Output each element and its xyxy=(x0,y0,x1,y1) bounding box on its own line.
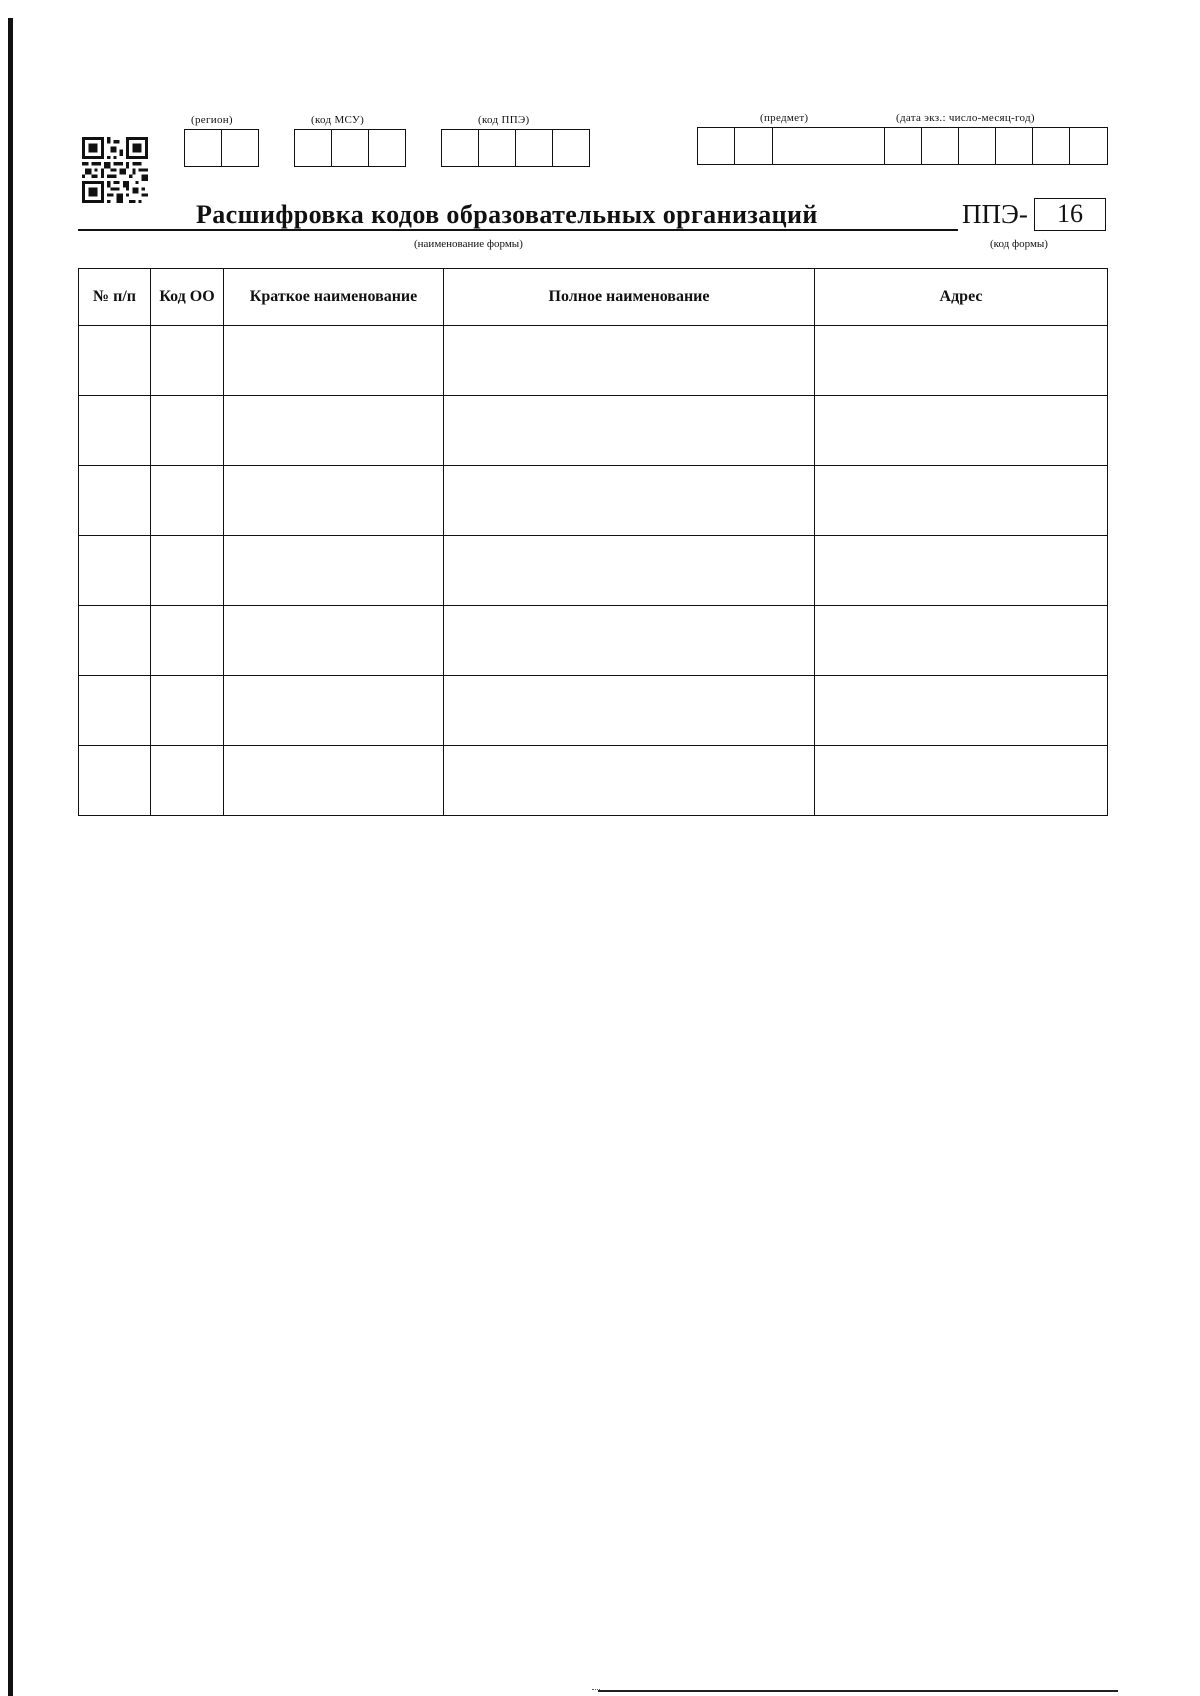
organizations-table xyxy=(78,268,1108,816)
exam-date-cell[interactable] xyxy=(885,128,922,164)
cell-address[interactable] xyxy=(815,536,1108,606)
msu-code-cell[interactable] xyxy=(369,130,405,166)
msu-code-caption: (код МСУ) xyxy=(311,114,365,126)
cell-address[interactable] xyxy=(815,746,1108,816)
field-separator xyxy=(771,127,885,165)
subject-cell[interactable] xyxy=(735,128,772,164)
table-row xyxy=(79,746,1108,816)
cell-number[interactable] xyxy=(79,326,151,396)
cell-full-name[interactable] xyxy=(444,676,815,746)
cell-short-name[interactable] xyxy=(224,676,444,746)
table-row xyxy=(79,326,1108,396)
cell-address[interactable] xyxy=(815,396,1108,466)
bottom-edge-mark xyxy=(598,1690,1118,1692)
form-title-caption: (наименование формы) xyxy=(414,238,523,250)
cell-full-name[interactable] xyxy=(444,326,815,396)
form-code-box: 16 xyxy=(1034,198,1106,231)
cell-oo-code[interactable] xyxy=(151,536,224,606)
cell-oo-code[interactable] xyxy=(151,326,224,396)
column-header-short-name: Краткое наименование xyxy=(224,269,444,326)
form-title: Расшифровка кодов образовательных организаций xyxy=(196,200,818,229)
cell-full-name[interactable] xyxy=(444,396,815,466)
exam-date-caption: (дата экз.: число-месяц-год) xyxy=(896,112,1035,124)
cell-number[interactable] xyxy=(79,396,151,466)
cell-oo-code[interactable] xyxy=(151,606,224,676)
region-field[interactable] xyxy=(184,129,259,167)
cell-address[interactable] xyxy=(815,326,1108,396)
cell-oo-code[interactable] xyxy=(151,466,224,536)
exam-date-cell[interactable] xyxy=(1070,128,1107,164)
table-row xyxy=(79,676,1108,746)
cell-full-name[interactable] xyxy=(444,536,815,606)
subject-caption: (предмет) xyxy=(760,112,809,124)
msu-code-cell[interactable] xyxy=(295,130,332,166)
column-header-full-name: Полное наименование xyxy=(444,269,815,326)
ppe-code-cell[interactable] xyxy=(516,130,553,166)
cell-short-name[interactable] xyxy=(224,466,444,536)
cell-full-name[interactable] xyxy=(444,606,815,676)
cell-full-name[interactable] xyxy=(444,466,815,536)
cell-address[interactable] xyxy=(815,606,1108,676)
exam-date-cell[interactable] xyxy=(996,128,1033,164)
column-header-oo-code: Код ОО xyxy=(151,269,224,326)
subject-field[interactable] xyxy=(697,127,773,165)
ppe-code-cell[interactable] xyxy=(442,130,479,166)
table-row xyxy=(79,466,1108,536)
cell-full-name[interactable] xyxy=(444,746,815,816)
title-underline xyxy=(78,229,958,231)
ppe-code-field[interactable] xyxy=(441,129,590,167)
region-cell[interactable] xyxy=(185,130,222,166)
cell-number[interactable] xyxy=(79,466,151,536)
msu-code-field[interactable] xyxy=(294,129,406,167)
table-row xyxy=(79,536,1108,606)
table-header-row xyxy=(79,269,1108,326)
exam-date-field[interactable] xyxy=(884,127,1108,165)
cell-address[interactable] xyxy=(815,676,1108,746)
cell-oo-code[interactable] xyxy=(151,746,224,816)
cell-short-name[interactable] xyxy=(224,606,444,676)
column-header-number: № п/п xyxy=(79,269,151,326)
subject-cell[interactable] xyxy=(698,128,735,164)
cell-number[interactable] xyxy=(79,606,151,676)
form-code-caption: (код формы) xyxy=(990,238,1048,250)
cell-oo-code[interactable] xyxy=(151,676,224,746)
cell-number[interactable] xyxy=(79,676,151,746)
region-caption: (регион) xyxy=(191,114,233,126)
ppe-code-cell[interactable] xyxy=(479,130,516,166)
msu-code-cell[interactable] xyxy=(332,130,369,166)
qr-code-icon xyxy=(82,137,148,203)
page-left-edge xyxy=(8,18,13,1696)
cell-address[interactable] xyxy=(815,466,1108,536)
ppe-code-cell[interactable] xyxy=(553,130,589,166)
cell-number[interactable] xyxy=(79,536,151,606)
exam-date-cell[interactable] xyxy=(959,128,996,164)
cell-oo-code[interactable] xyxy=(151,396,224,466)
exam-date-cell[interactable] xyxy=(922,128,959,164)
cell-short-name[interactable] xyxy=(224,326,444,396)
table-row xyxy=(79,396,1108,466)
ppe-code-caption: (код ППЭ) xyxy=(478,114,530,126)
form-code-prefix: ППЭ- xyxy=(962,199,1028,229)
column-header-address: Адрес xyxy=(815,269,1108,326)
cell-number[interactable] xyxy=(79,746,151,816)
region-cell[interactable] xyxy=(222,130,258,166)
table-row xyxy=(79,606,1108,676)
exam-date-cell[interactable] xyxy=(1033,128,1070,164)
cell-short-name[interactable] xyxy=(224,536,444,606)
cell-short-name[interactable] xyxy=(224,746,444,816)
cell-short-name[interactable] xyxy=(224,396,444,466)
